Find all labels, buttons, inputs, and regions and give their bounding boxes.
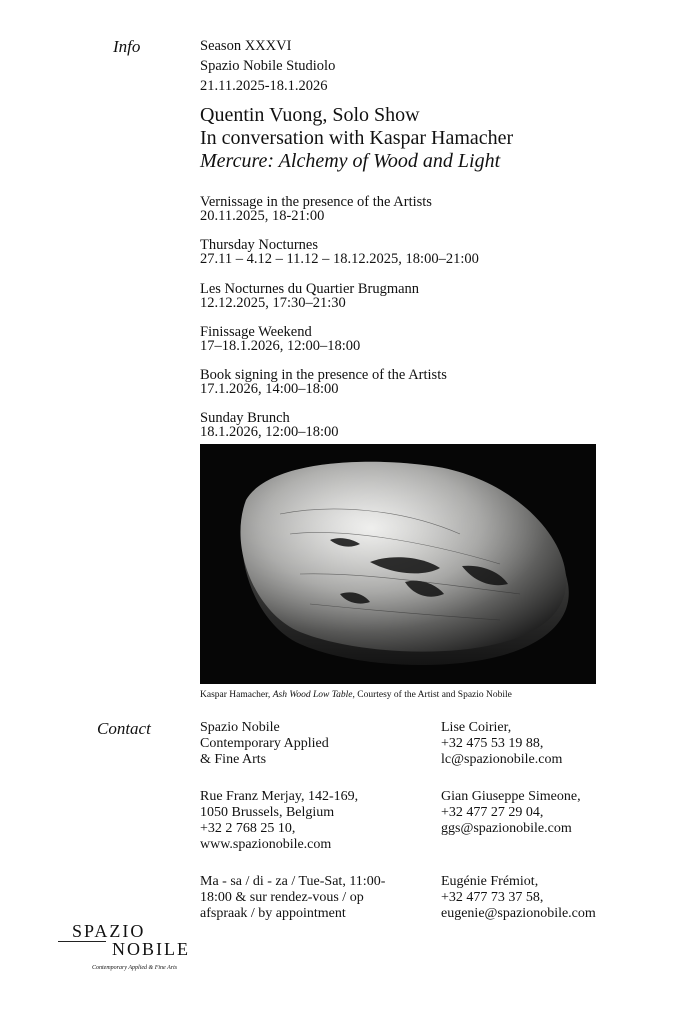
gallery-name-block bbox=[200, 720, 329, 768]
event-item bbox=[200, 238, 479, 266]
opening-hours-block bbox=[200, 874, 385, 922]
person-email-link[interactable]: lc@spazionobile.com bbox=[441, 752, 563, 767]
event-time: 27.11 – 4.12 – 11.12 – 18.12.2025, 18:00–21:00 bbox=[200, 251, 479, 267]
exhibition-dates: 21.11.2025-18.1.2026 bbox=[200, 78, 328, 94]
gallery-website-link[interactable]: www.spazionobile.com bbox=[200, 837, 332, 852]
opening-hours: Ma - sa / di - za / Tue-Sat, 11:00- bbox=[200, 874, 386, 889]
logo-tagline: Contemporary Applied & Fine Arts bbox=[92, 965, 178, 971]
gallery-tagline: Contemporary Applied bbox=[200, 736, 329, 751]
event-time: 17–18.1.2026, 12:00–18:00 bbox=[200, 338, 361, 354]
contact-person bbox=[441, 720, 562, 768]
event-time: 17.1.2026, 14:00–18:00 bbox=[200, 381, 339, 397]
exhibition-header bbox=[200, 36, 335, 96]
gallery-tagline: & Fine Arts bbox=[200, 752, 267, 767]
person-phone: +32 477 73 37 58, bbox=[441, 890, 544, 905]
contact-label: Contact bbox=[97, 719, 151, 738]
event-name: Sunday Brunch bbox=[200, 410, 290, 426]
address-block bbox=[200, 789, 358, 853]
venue: Spazio Nobile Studiolo bbox=[200, 58, 336, 74]
person-email-link[interactable]: ggs@spazionobile.com bbox=[441, 821, 572, 836]
event-item bbox=[200, 325, 360, 353]
person-phone: +32 477 27 29 04, bbox=[441, 805, 544, 820]
street-address: Rue Franz Merjay, 142-169, bbox=[200, 789, 359, 804]
event-time: 20.11.2025, 18-21:00 bbox=[200, 208, 325, 224]
gallery-phone: +32 2 768 25 10, bbox=[200, 821, 296, 836]
event-item bbox=[200, 411, 339, 439]
event-name: Vernissage in the presence of the Artists bbox=[200, 194, 432, 210]
caption-work-title: Ash Wood Low Table bbox=[272, 690, 353, 700]
contact-person bbox=[441, 874, 596, 922]
person-email-link[interactable]: eugenie@spazionobile.com bbox=[441, 906, 596, 921]
event-item bbox=[200, 282, 419, 310]
event-item bbox=[200, 195, 432, 223]
person-name: Gian Giuseppe Simeone, bbox=[441, 789, 581, 804]
exhibition-title-block bbox=[200, 104, 513, 173]
person-name: Eugénie Frémiot, bbox=[441, 874, 539, 889]
exhibition-subtitle: In conversation with Kaspar Hamacher bbox=[200, 127, 514, 149]
event-item bbox=[200, 368, 447, 396]
city-address: 1050 Brussels, Belgium bbox=[200, 805, 335, 820]
contact-person bbox=[441, 789, 581, 837]
info-label: Info bbox=[113, 37, 141, 56]
caption-artist: Kaspar Hamacher, bbox=[200, 690, 273, 700]
event-time: 18.1.2026, 12:00–18:00 bbox=[200, 424, 339, 440]
artwork-photo bbox=[200, 444, 596, 684]
event-name: Thursday Nocturnes bbox=[200, 237, 318, 253]
season: Season XXXVI bbox=[200, 38, 292, 54]
logo-word-spazio: SPAZIO bbox=[72, 921, 146, 941]
opening-hours: afspraak / by appointment bbox=[200, 906, 346, 921]
logo-word-nobile: NOBILE bbox=[112, 939, 190, 959]
event-name: Finissage Weekend bbox=[200, 324, 312, 340]
exhibition-theme: Mercure: Alchemy of Wood and Light bbox=[200, 150, 501, 172]
person-phone: +32 475 53 19 88, bbox=[441, 736, 544, 751]
person-name: Lise Coirier, bbox=[441, 720, 512, 735]
exhibition-title: Quentin Vuong, Solo Show bbox=[200, 104, 420, 126]
caption-credit: , Courtesy of the Artist and Spazio Nobile bbox=[352, 690, 512, 700]
event-name: Les Nocturnes du Quartier Brugmann bbox=[200, 281, 420, 297]
logo-divider bbox=[58, 941, 106, 942]
event-time: 12.12.2025, 17:30–21:30 bbox=[200, 295, 346, 311]
opening-hours: 18:00 & sur rendez-vous / op bbox=[200, 890, 364, 905]
photo-caption bbox=[200, 690, 512, 700]
wood-table-illustration bbox=[200, 444, 596, 684]
gallery-name: Spazio Nobile bbox=[200, 720, 280, 735]
event-name: Book signing in the presence of the Artists bbox=[200, 367, 447, 383]
